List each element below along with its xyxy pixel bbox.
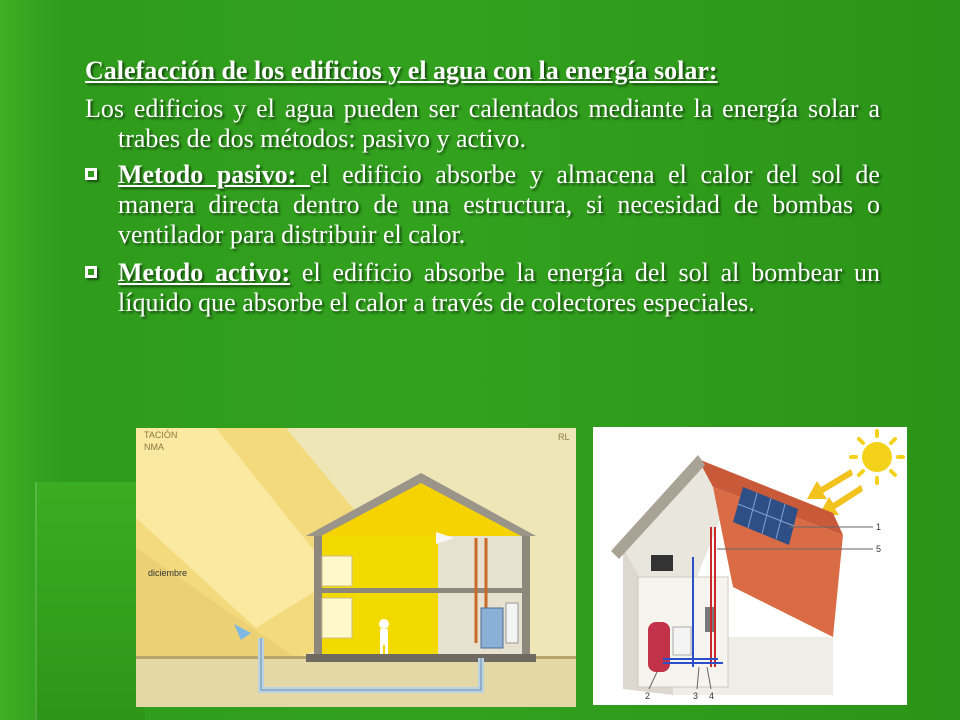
bullet-passive-term: Metodo pasivo: bbox=[118, 160, 310, 189]
callout-2-label: 2 bbox=[645, 691, 651, 701]
left-decor-band bbox=[35, 482, 145, 720]
passive-label-top-left: TACIÓN bbox=[144, 430, 178, 440]
passive-label-top-right: RL bbox=[558, 432, 570, 442]
bullet-active-term: Metodo activo: bbox=[118, 258, 291, 287]
bullet-active-text: el edificio absorbe la energía del sol al bombear un líquido que absorbe el calor a través de colectores especiales. bbox=[118, 258, 881, 317]
bullet-passive-text: el edificio absorbe y almacena el calor del sol de manera directa dentro de una estructura, si necesidad de bombas o ventilador para distribuir el calor. bbox=[118, 160, 880, 249]
slide-text-block bbox=[85, 56, 880, 318]
slide-title: Calefacción de los edificios y el agua con la energía solar: bbox=[85, 56, 718, 85]
square-bullet-icon bbox=[85, 168, 97, 180]
callout-3-label: 3 bbox=[693, 691, 699, 701]
active-solar-house-image bbox=[593, 427, 907, 705]
callout-5-label: 5 bbox=[876, 544, 882, 554]
bullet-passive bbox=[85, 160, 880, 250]
passive-label-top-left-2: NMA bbox=[144, 442, 164, 452]
callout-1-label: 1 bbox=[876, 522, 882, 532]
passive-label-month: diciembre bbox=[148, 568, 188, 578]
intro-paragraph: Los edificios y el agua pueden ser calentados mediante la energía solar a trabes de dos métodos: pasivo y activo. bbox=[85, 94, 880, 153]
passive-solar-house-image bbox=[136, 428, 576, 707]
callout-4-label: 4 bbox=[709, 691, 715, 701]
square-bullet-icon bbox=[85, 266, 97, 278]
bullet-active bbox=[85, 258, 880, 318]
